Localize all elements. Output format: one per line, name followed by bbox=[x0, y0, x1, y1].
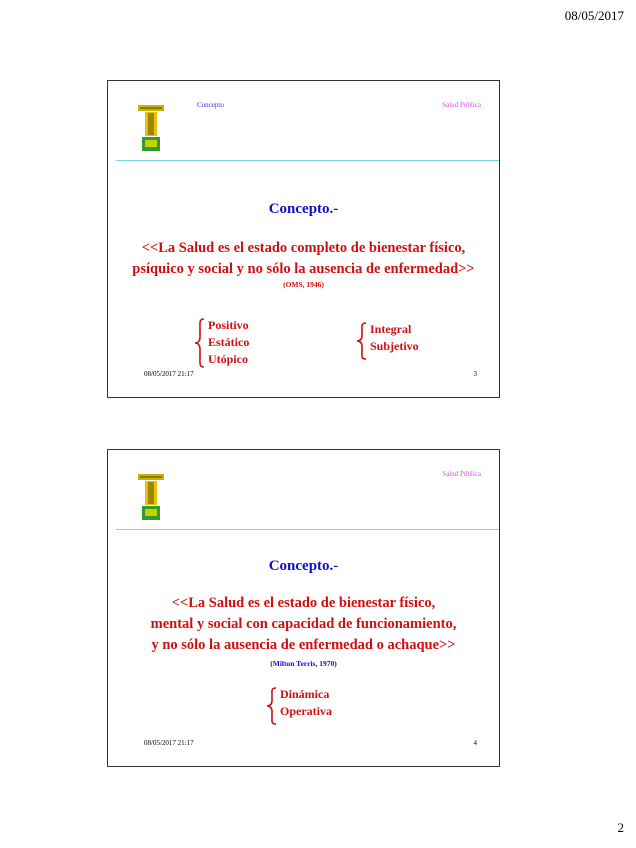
definition-quote bbox=[108, 238, 499, 280]
header-divider bbox=[116, 160, 499, 161]
slide-header-right: Salud Pública bbox=[442, 470, 481, 478]
slide-header-right: Salud Pública bbox=[442, 101, 481, 109]
institution-logo-icon bbox=[136, 105, 166, 153]
brace-list-qualities bbox=[356, 321, 436, 361]
slide-title: Concepto.- bbox=[268, 558, 339, 574]
brace-list-characteristics bbox=[194, 317, 274, 369]
left-brace-icon bbox=[356, 321, 368, 361]
list-item: Subjetivo bbox=[370, 339, 419, 353]
list-item: Positivo bbox=[208, 318, 249, 332]
slide-footer-date: 08/05/2017 21:17 bbox=[144, 739, 194, 747]
institution-logo-icon bbox=[136, 474, 166, 522]
quote-source: (OMS, 1946) bbox=[283, 280, 324, 289]
left-brace-icon bbox=[194, 317, 206, 369]
slide-number: 4 bbox=[473, 739, 477, 747]
left-brace-icon bbox=[266, 686, 278, 726]
list-item: Integral bbox=[370, 322, 412, 336]
page-date: 08/05/2017 bbox=[564, 8, 624, 23]
page-number: 2 bbox=[617, 820, 624, 835]
list-item: Dinámica bbox=[280, 687, 330, 701]
list-item: Operativa bbox=[280, 704, 332, 718]
slide-4 bbox=[107, 449, 500, 767]
slide-header-left: Concepto bbox=[197, 101, 224, 109]
slide-footer-date: 08/05/2017 21:17 bbox=[144, 370, 194, 378]
header-divider bbox=[116, 529, 499, 530]
quote-line: y no sólo la ausencia de enfermedad o achaque>> bbox=[151, 637, 456, 653]
list-item: Estático bbox=[208, 335, 250, 349]
brace-list-characteristics bbox=[266, 686, 346, 726]
quote-line: <<La Salud es el estado de bienestar físico, bbox=[171, 595, 436, 611]
slide-number: 3 bbox=[473, 370, 477, 378]
slide-3 bbox=[107, 80, 500, 398]
quote-line: <<La Salud es el estado completo de bienestar físico, bbox=[141, 240, 466, 256]
quote-line: mental y social con capacidad de funcionamiento, bbox=[150, 616, 457, 632]
list-item: Utópico bbox=[208, 352, 248, 366]
quote-line: psíquico y social y no sólo la ausencia de enfermedad>> bbox=[132, 261, 475, 277]
slide-title: Concepto.- bbox=[268, 201, 339, 217]
definition-quote bbox=[108, 593, 499, 656]
quote-source: (Milton Terris, 1970) bbox=[270, 659, 337, 668]
